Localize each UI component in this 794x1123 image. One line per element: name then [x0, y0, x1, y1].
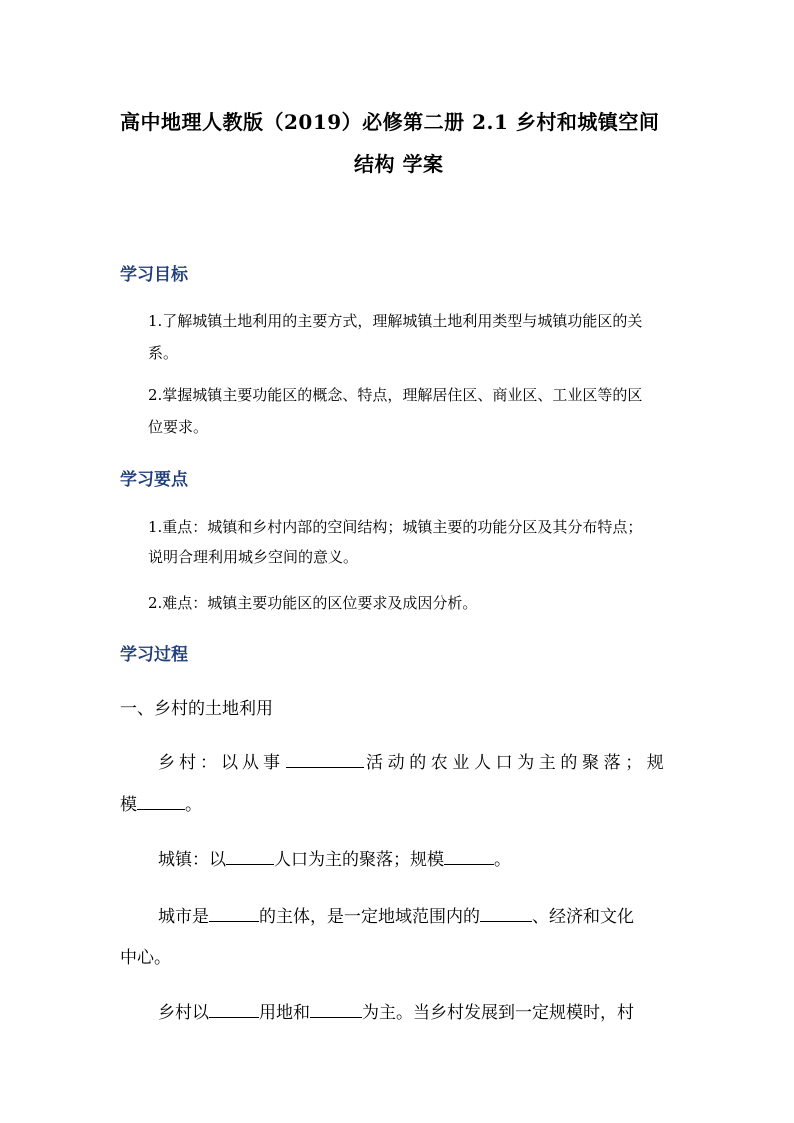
paragraph-rural-land	[158, 998, 634, 1023]
section-1-heading: 一、乡村的土地利用	[120, 699, 273, 719]
key-point-item-2: 2.难点：城镇主要功能区的区位要求及成因分析。	[148, 594, 478, 612]
objective-item-1-line1: 1.了解城镇土地利用的主要方式，理解城镇土地利用类型与城镇功能区的关	[148, 312, 643, 330]
paragraph-rural-land-text-b: 用地和	[259, 1003, 310, 1023]
document-title-line1: 高中地理人教版（2019）必修第二册 2.1 乡村和城镇空间	[120, 110, 660, 134]
fill-blank-6[interactable]	[480, 903, 532, 922]
paragraph-rural-land-text-c: 为主。当乡村发展到一定规模时，村	[362, 1003, 634, 1023]
process-heading: 学习过程	[120, 645, 188, 665]
paragraph-rural-line2	[120, 790, 202, 815]
paragraph-town-text-a: 城镇：以	[158, 850, 226, 870]
paragraph-city-text-b: 的主体，是一定地域范围内的	[259, 907, 480, 927]
fill-blank-1[interactable]	[286, 749, 364, 768]
fill-blank-2[interactable]	[137, 791, 185, 810]
paragraph-town-text-c: 。	[494, 850, 511, 870]
fill-blank-7[interactable]	[209, 999, 259, 1018]
key-point-item-1-line2: 说明合理利用城乡空间的意义。	[148, 548, 359, 566]
document-title-line2: 结构 学案	[354, 152, 444, 176]
key-points-heading: 学习要点	[120, 470, 188, 490]
fill-blank-4[interactable]	[444, 846, 494, 865]
objective-item-2-line1: 2.掌握城镇主要功能区的概念、特点，理解居住区、商业区、工业区等的区	[148, 386, 643, 404]
objective-item-1-line2: 系。	[148, 344, 179, 362]
key-point-item-1-line1: 1.重点：城镇和乡村内部的空间结构；城镇主要的功能分区及其分布特点；	[148, 518, 643, 536]
paragraph-rural-text-c: 模	[120, 795, 137, 815]
paragraph-rural-land-text-a: 乡村以	[158, 1003, 209, 1023]
paragraph-city-line1	[158, 902, 634, 927]
fill-blank-3[interactable]	[226, 846, 274, 865]
paragraph-city-text-c: 、经济和文化	[532, 907, 634, 927]
fill-blank-5[interactable]	[209, 903, 259, 922]
paragraph-rural-line1	[158, 748, 678, 773]
paragraph-rural-text-b: 活动的农业人口为主的聚落；规	[366, 753, 669, 773]
paragraph-city-line2: 中心。	[120, 948, 171, 968]
paragraph-city-text-a: 城市是	[158, 907, 209, 927]
objective-item-2-line2: 位要求。	[148, 418, 209, 436]
fill-blank-8[interactable]	[310, 999, 362, 1018]
paragraph-rural-text-a: 乡村：以从事	[158, 753, 284, 773]
paragraph-town	[158, 845, 511, 870]
paragraph-town-text-b: 人口为主的聚落；规模	[274, 850, 444, 870]
objectives-heading: 学习目标	[120, 265, 188, 285]
paragraph-rural-text-d: 。	[185, 795, 202, 815]
